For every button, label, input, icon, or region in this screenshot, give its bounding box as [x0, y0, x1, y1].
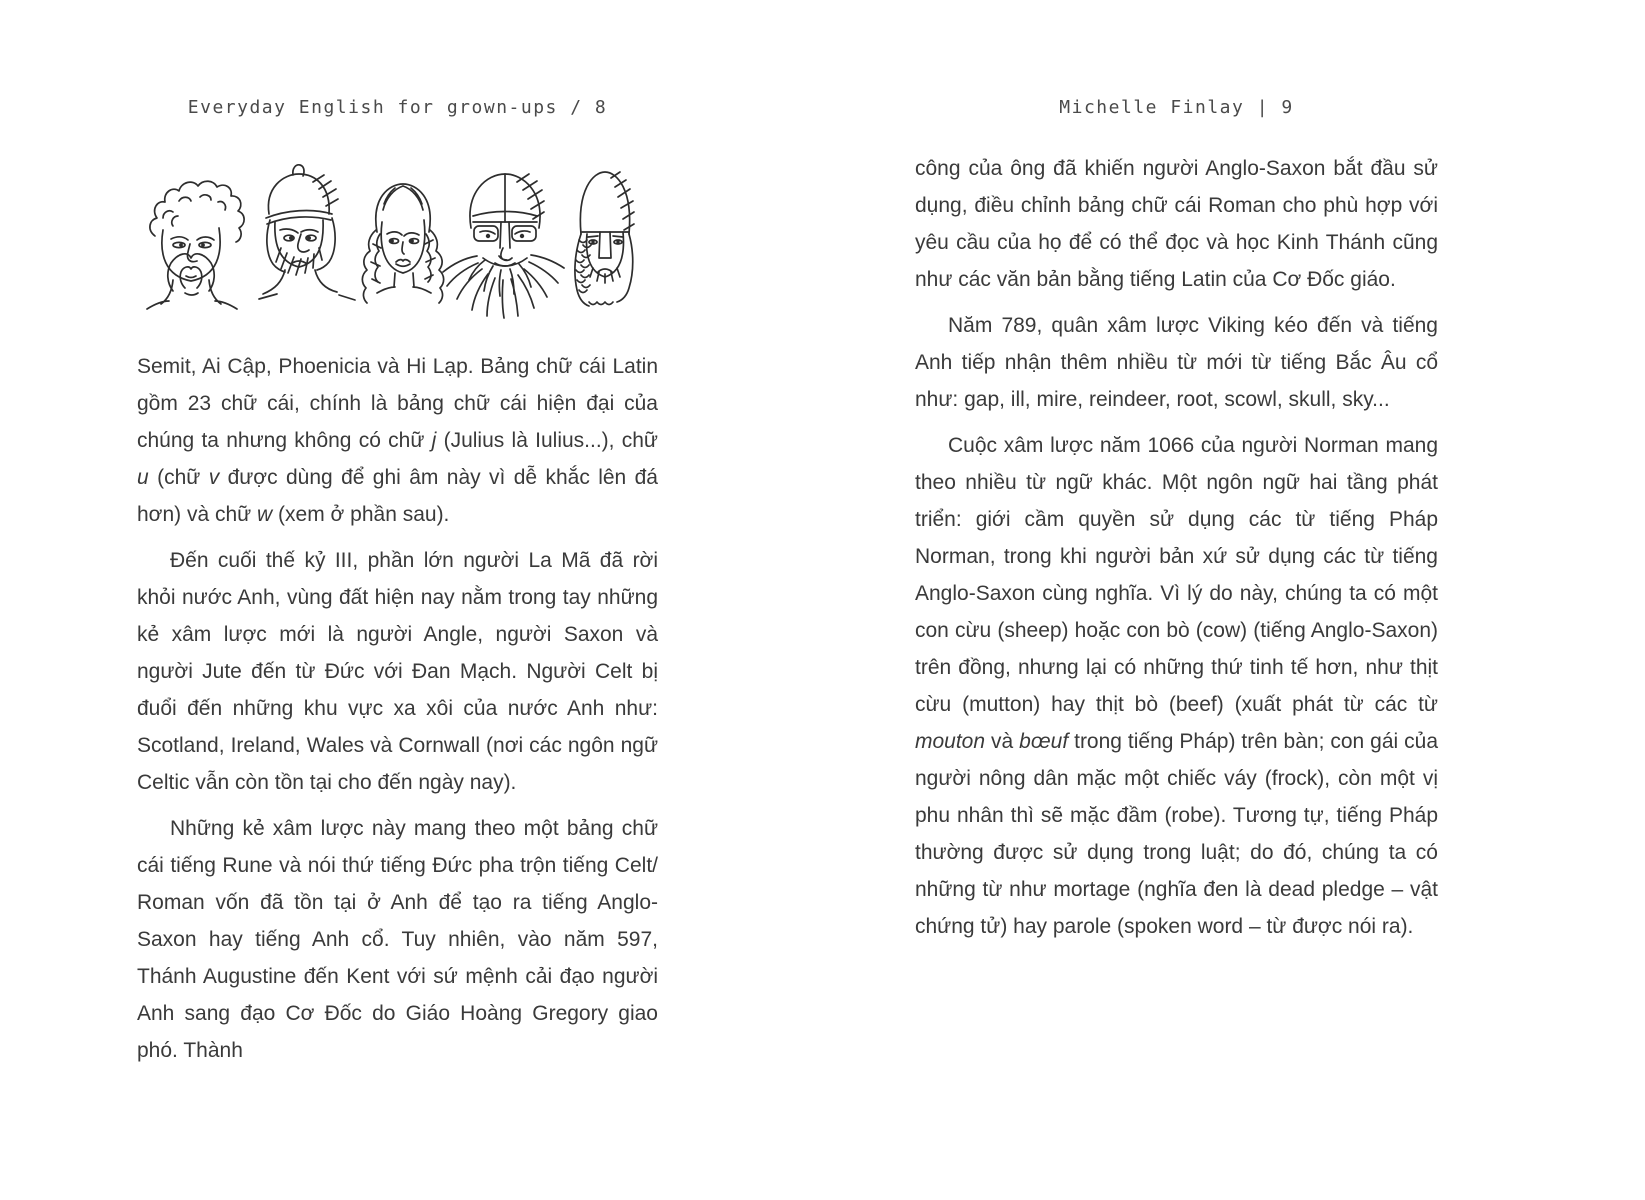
paragraph: Đến cuối thế kỷ III, phần lớn người La Mã đã rời khỏi nước Anh, vùng đất hiện nay nằm trong tay những kẻ xâm lược mới là người Angle, người Saxon và người Jute đến từ Đức với Đan Mạch. Người Celt bị đuổi đến những khu vực xa xôi của nước Anh như: Scotland, Ireland, Wales và Cornwall (nơi các ngôn ngữ Celtic vẫn còn tồn tại cho đến ngày nay).: [137, 549, 658, 794]
face-norman-coif-icon: [575, 172, 634, 306]
paragraph: Những kẻ xâm lược này mang theo một bảng chữ cái tiếng Rune và nói thứ tiếng Đức pha trộn tiếng Celt/ Roman vốn đã tồn tại ở Anh để tạo ra tiếng Anglo-Saxon hay tiếng Anh cổ. Tuy nhiên, vào năm 597, Thánh Augustine đến Kent với sứ mệnh cải đạo người Anh sang đạo Cơ Đốc do Giáo Hoàng Gregory giao phó. Thành: [137, 817, 658, 1062]
paragraph: Năm 789, quân xâm lược Viking kéo đến và tiếng Anh tiếp nhận thêm nhiều từ mới từ tiếng Bắc Âu cổ như: gap, ill, mire, reindeer, root, scowl, skull, sky...: [915, 314, 1438, 411]
paragraph: Cuộc xâm lược năm 1066 của người Norman mang theo nhiều từ ngữ khác. Một ngôn ngữ hai tầng phát triển: giới cầm quyền sử dụng các từ tiếng Pháp Norman, trong khi người bản xứ sử dụng các từ tiếng Anglo-Saxon cùng nghĩa. Vì lý do này, chúng ta có một con cừu (sheep) hoặc con bò (cow) (tiếng Anglo-Saxon) trên đồng, nhưng lại có những thứ tinh tế hơn, như thịt cừu (mutton) hay thịt bò (beef) (xuất phát từ các từ mouton và bœuf trong tiếng Pháp) trên bàn; con gái của người nông dân mặc một chiếc váy (frock), còn một vị phu nhân thì sẽ mặc đầm (robe). Tương tự, tiếng Pháp thường được sử dụng trong luật; do đó, chúng ta có những từ như mortage (nghĩa đen là dead pledge – vật chứng tử) hay parole (spoken word – từ được nói ra).: [915, 434, 1438, 938]
right-page: [915, 96, 1438, 954]
five-historic-faces-illustration: [133, 160, 654, 328]
face-celt-man-icon: [147, 181, 244, 309]
paragraph: công của ông đã khiến người Anglo-Saxon bắt đầu sử dụng, điều chỉnh bảng chữ cái Roman cho phù hợp với yêu cầu của họ để có thể đọc và học Kinh Thánh cũng như các văn bản bằng tiếng Latin của Cơ Đốc giáo.: [915, 157, 1438, 291]
left-text-column: [137, 348, 658, 1069]
running-header-left: Everyday English for grown-ups / 8: [187, 97, 608, 118]
running-header-right: Michelle Finlay | 9: [1059, 97, 1294, 118]
right-text-column: [915, 150, 1438, 945]
face-braided-woman-icon: [362, 184, 443, 303]
paragraph: Semit, Ai Cập, Phoenicia và Hi Lạp. Bảng chữ cái Latin gồm 23 chữ cái, chính là bảng chữ cái hiện đại của chúng ta nhưng không có chữ j (Julius là Iulius...), chữ u (chữ v được dùng để ghi âm này vì dễ khắc lên đá hơn) và chữ w (xem ở phần sau).: [137, 355, 658, 526]
face-helmeted-saxon-icon: [259, 165, 355, 300]
face-bearded-viking-icon: [443, 174, 564, 318]
left-page: [137, 96, 658, 1078]
